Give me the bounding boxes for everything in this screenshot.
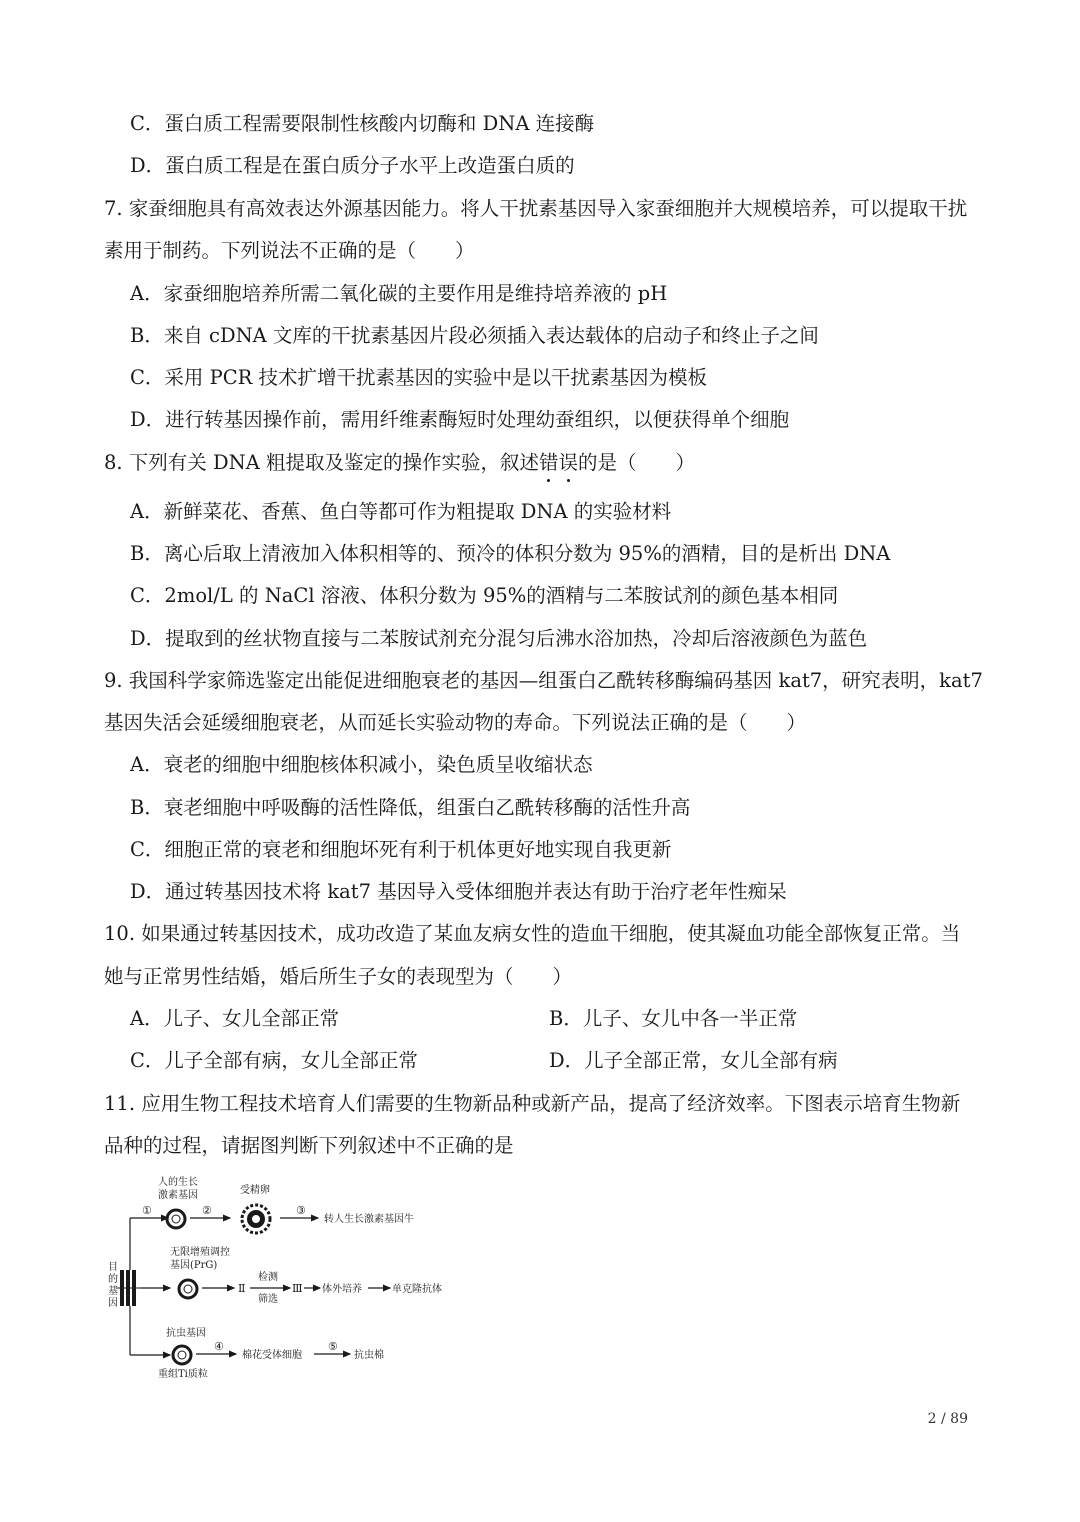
q10-option-c: C．儿子全部有病，女儿全部正常 xyxy=(130,1049,418,1072)
step-4-label: ④ xyxy=(214,1340,224,1353)
q8-option-c: C．2mol/L 的 NaCl 溶液、体积分数为 95%的酒精与二苯胺试剂的颜色基本相同 xyxy=(130,584,839,607)
stage-2-label: Ⅱ xyxy=(238,1282,246,1295)
q7-stem-line1: 7. 家蚕细胞具有高效表达外源基因能力。将人干扰素基因导入家蚕细胞并大规模培养，可以提取干扰 xyxy=(104,197,968,220)
q9-stem-line2: 基因失活会延缓细胞衰老，从而延长实验动物的寿命。下列说法正确的是（ ） xyxy=(104,711,807,734)
q7-option-a: A．家蚕细胞培养所需二氧化碳的主要作用是维持培养液的 pH xyxy=(130,282,668,305)
top-gene-label-1: 人的生长 xyxy=(158,1177,198,1188)
transgenic-cow-label: 转人生长激素基因牛 xyxy=(324,1214,414,1225)
ti-plasmid-label: 重组Ti质粒 xyxy=(158,1369,208,1380)
q6-option-d: D．蛋白质工程是在蛋白质分子水平上改造蛋白质的 xyxy=(130,154,575,177)
target-gene-label-2: 的 xyxy=(108,1274,118,1285)
target-gene-label-1: 目 xyxy=(108,1262,118,1273)
q7-option-d: D．进行转基因操作前，需用纤维素酶短时处理幼蚕组织，以便获得单个细胞 xyxy=(130,408,790,431)
top-gene-label-2: 激素基因 xyxy=(158,1190,198,1201)
emphasis-dot xyxy=(547,479,550,482)
q9-stem-line1: 9. 我国科学家筛选鉴定出能促进细胞衰老的基因—组蛋白乙酰转移酶编码基因 kat7，研究表明，kat7 xyxy=(104,669,983,692)
q9-option-a: A．衰老的细胞中细胞核体积减小，染色质呈收缩状态 xyxy=(130,753,593,776)
q10-stem-line2: 她与正常男性结婚，婚后所生子女的表现型为（ ） xyxy=(104,965,573,988)
q10-option-a: A．儿子、女儿全部正常 xyxy=(130,1007,340,1030)
insect-gene-label: 抗虫基因 xyxy=(166,1328,206,1339)
stage-3-label: Ⅲ xyxy=(292,1282,303,1295)
detect-label: 检测 xyxy=(258,1272,278,1283)
q10-option-d: D．儿子全部正常，女儿全部有病 xyxy=(549,1049,838,1072)
monoclonal-antibody-label: 单克隆抗体 xyxy=(392,1284,442,1295)
q10-option-b: B．儿子、女儿中各一半正常 xyxy=(549,1007,798,1030)
emphasis-dot xyxy=(567,479,570,482)
fertilized-egg-label: 受精卵 xyxy=(240,1185,270,1196)
target-gene-dna-icon xyxy=(116,1270,140,1306)
plasmid-icon xyxy=(167,1210,185,1228)
q9-option-b: B．衰老细胞中呼吸酶的活性降低，组蛋白乙酰转移酶的活性升高 xyxy=(130,796,691,819)
step-2-label: ② xyxy=(202,1204,212,1217)
page-number: 2 / 89 xyxy=(927,1411,968,1427)
q9-option-c: C．细胞正常的衰老和细胞坏死有利于机体更好地实现自我更新 xyxy=(130,838,672,861)
q8-emphasis-1 xyxy=(539,451,559,475)
q11-stem-line1: 11. 应用生物工程技术培育人们需要的生物新品种或新产品，提高了经济效率。下图表示培育生物新 xyxy=(104,1092,961,1115)
q8-stem xyxy=(104,451,695,475)
screen-label: 筛选 xyxy=(258,1294,278,1305)
breeding-process-diagram xyxy=(100,1170,480,1385)
target-gene-label-4: 因 xyxy=(108,1298,118,1309)
q8-option-d: D．提取到的丝状物直接与二苯胺试剂充分混匀后沸水浴加热，冷却后溶液颜色为蓝色 xyxy=(130,627,868,650)
in-vitro-culture-label: 体外培养 xyxy=(322,1284,362,1295)
q8-emphasis-char-2: 误 xyxy=(558,451,579,474)
q8-option-b: B．离心后取上清液加入体积相等的、预冷的体积分数为 95%的酒精，目的是析出 DNA xyxy=(130,542,891,565)
q8-emphasis-2 xyxy=(559,451,579,475)
q8-stem-pre: 8. 下列有关 DNA 粗提取及鉴定的操作实验，叙述 xyxy=(104,451,539,474)
insect-resistant-cotton-label: 抗虫棉 xyxy=(354,1350,384,1361)
q8-emphasis-char-1: 错 xyxy=(538,451,559,474)
target-gene-label-3: 基 xyxy=(108,1286,118,1297)
q6-option-c: C．蛋白质工程需要限制性核酸内切酶和 DNA 连接酶 xyxy=(130,112,595,135)
q10-stem-line1: 10. 如果通过转基因技术，成功改造了某血友病女性的造血干细胞，使其凝血功能全部恢复正常。当 xyxy=(104,922,961,945)
ti-plasmid-icon xyxy=(173,1346,191,1364)
fertilized-egg-icon xyxy=(242,1205,270,1233)
step-3-label: ③ xyxy=(296,1204,306,1217)
cotton-recipient-cell-label: 棉花受体细胞 xyxy=(242,1350,302,1361)
q8-stem-post: 的是（ ） xyxy=(578,451,696,474)
mid-gene-label-2: 基因(PrG) xyxy=(170,1260,218,1271)
step-5-label: ⑤ xyxy=(328,1340,338,1353)
q7-option-c: C．采用 PCR 技术扩增干扰素基因的实验中是以干扰素基因为模板 xyxy=(130,366,708,389)
q8-option-a: A．新鲜菜花、香蕉、鱼白等都可作为粗提取 DNA 的实验材料 xyxy=(130,500,672,523)
step-1-label: ① xyxy=(142,1204,152,1217)
q7-stem-line2: 素用于制药。下列说法不正确的是（ ） xyxy=(104,239,475,262)
mid-gene-label-1: 无限增殖调控 xyxy=(170,1247,230,1258)
q9-option-d: D．通过转基因技术将 kat7 基因导入受体细胞并表达有助于治疗老年性痴呆 xyxy=(130,880,787,903)
q11-stem-line2: 品种的过程，请据图判断下列叙述中不正确的是 xyxy=(104,1134,514,1157)
q7-option-b: B．来自 cDNA 文库的干扰素基因片段必须插入表达载体的启动子和终止子之间 xyxy=(130,324,819,347)
plasmid-icon xyxy=(179,1280,197,1298)
